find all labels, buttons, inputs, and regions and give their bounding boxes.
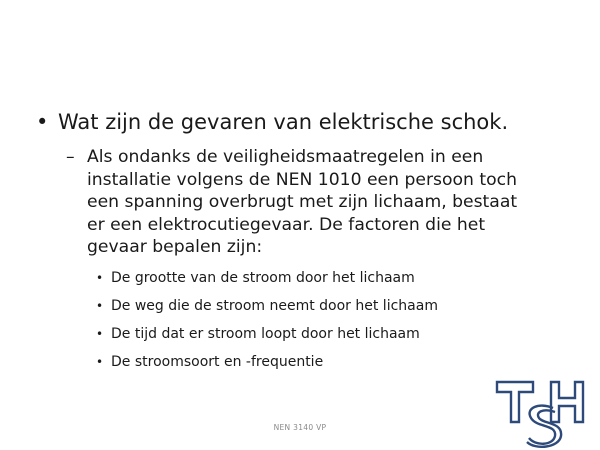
bullet-icon: • <box>96 299 104 313</box>
bullet-icon: • <box>96 327 104 341</box>
factor-text: De weg die de stroom neemt door het lichaam <box>111 298 438 314</box>
explanation-line: Als ondanks de veiligheidsmaatregelen in een <box>87 147 484 167</box>
factor-text: De stroomsoort en -frequentie <box>111 354 324 370</box>
explanation-line: er een elektrocutiegevaar. De factoren die het <box>87 214 486 235</box>
explanation-line: gevaar bepalen zijn: <box>87 237 263 257</box>
explanation-line: een spanning overbrugt met zijn lichaam, bestaat <box>87 192 518 212</box>
factor-text: De tijd dat er stroom loopt door het lichaam <box>111 326 420 342</box>
explanation-text <box>87 146 527 259</box>
dash-icon: – <box>66 147 75 167</box>
factor-text: De grootte van de stroom door het lichaam <box>111 270 415 286</box>
footer-text: NEN 3140 VP <box>273 423 327 432</box>
explanation-line: installatie volgens de NEN 1010 een persoon toch <box>87 169 517 190</box>
question-text: Wat zijn de gevaren van elektrische schok. <box>58 110 509 134</box>
bullet-icon: • <box>36 110 49 134</box>
tsh-logo-icon <box>495 378 590 448</box>
bullet-icon: • <box>96 271 104 285</box>
bullet-icon: • <box>96 355 104 369</box>
